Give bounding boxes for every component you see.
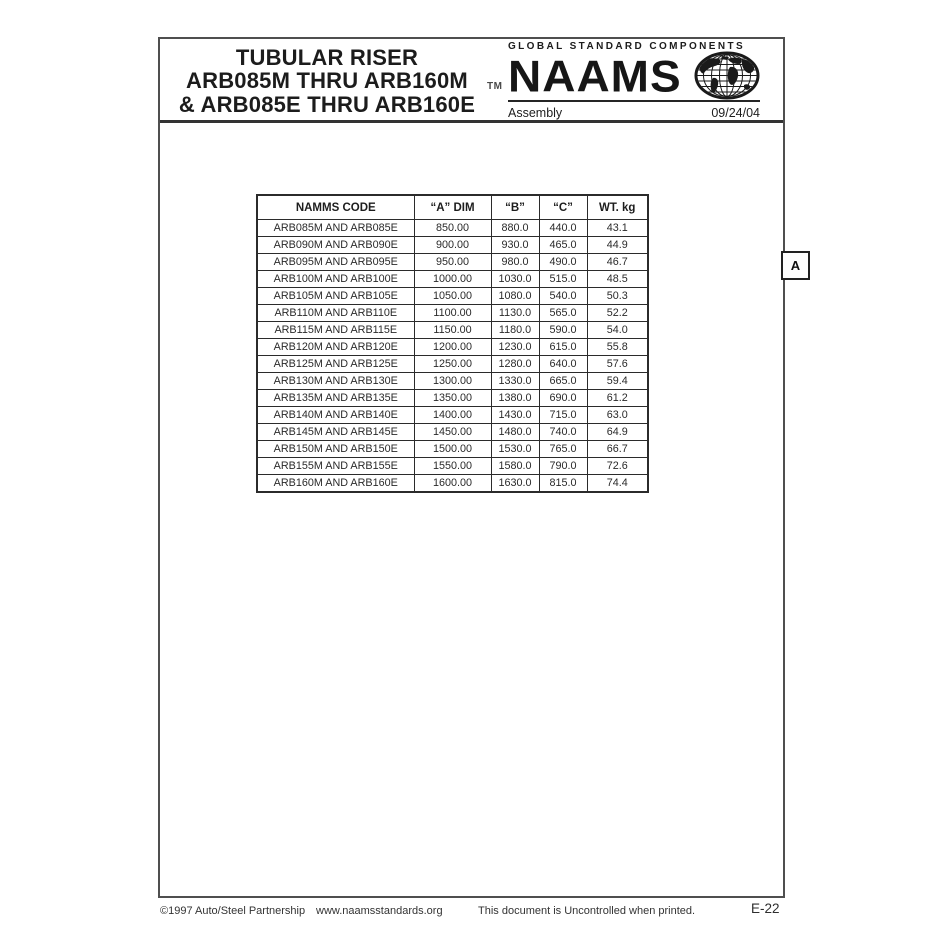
page-number: E-22	[751, 901, 780, 916]
value-cell: 50.3	[587, 288, 648, 305]
value-cell: 1450.00	[414, 424, 491, 441]
table-row	[257, 356, 648, 373]
table-row	[257, 220, 648, 237]
value-cell: 440.0	[539, 220, 587, 237]
header	[160, 39, 783, 123]
revision-date: 09/24/04	[711, 106, 760, 120]
value-cell: 1550.00	[414, 458, 491, 475]
globe-icon	[694, 51, 760, 100]
column-header: NAMMS CODE	[257, 195, 414, 220]
column-header: “A” DIM	[414, 195, 491, 220]
naams-wordmark: NAAMS	[508, 50, 682, 101]
value-cell: 46.7	[587, 254, 648, 271]
value-cell: 690.0	[539, 390, 587, 407]
namms-code-cell: ARB145M AND ARB145E	[257, 424, 414, 441]
value-cell: 1180.0	[491, 322, 539, 339]
table-row	[257, 458, 648, 475]
value-cell: 44.9	[587, 237, 648, 254]
value-cell: 1250.00	[414, 356, 491, 373]
value-cell: 74.4	[587, 475, 648, 493]
value-cell: 765.0	[539, 441, 587, 458]
value-cell: 665.0	[539, 373, 587, 390]
table-row	[257, 322, 648, 339]
value-cell: 61.2	[587, 390, 648, 407]
value-cell: 1350.00	[414, 390, 491, 407]
value-cell: 1500.00	[414, 441, 491, 458]
page-title-line-1: TUBULAR RISER	[235, 45, 419, 70]
value-cell: 1430.0	[491, 407, 539, 424]
document-page	[158, 37, 801, 898]
trademark-mark: TM	[487, 81, 503, 92]
table-row	[257, 254, 648, 271]
value-cell: 815.0	[539, 475, 587, 493]
value-cell: 490.0	[539, 254, 587, 271]
value-cell: 790.0	[539, 458, 587, 475]
value-cell: 66.7	[587, 441, 648, 458]
value-cell: 1280.0	[491, 356, 539, 373]
value-cell: 1580.0	[491, 458, 539, 475]
value-cell: 465.0	[539, 237, 587, 254]
table-row	[257, 475, 648, 493]
value-cell: 540.0	[539, 288, 587, 305]
value-cell: 43.1	[587, 220, 648, 237]
table-row	[257, 237, 648, 254]
value-cell: 1000.00	[414, 271, 491, 288]
value-cell: 1130.0	[491, 305, 539, 322]
table-header-row	[257, 195, 648, 220]
column-header: “C”	[539, 195, 587, 220]
namms-code-cell: ARB120M AND ARB120E	[257, 339, 414, 356]
naams-logo-block	[508, 41, 760, 120]
namms-code-cell: ARB085M AND ARB085E	[257, 220, 414, 237]
value-cell: 1300.00	[414, 373, 491, 390]
value-cell: 740.0	[539, 424, 587, 441]
table-row	[257, 424, 648, 441]
value-cell: 55.8	[587, 339, 648, 356]
title-block	[162, 46, 492, 116]
value-cell: 930.0	[491, 237, 539, 254]
column-header: WT. kg	[587, 195, 648, 220]
namms-code-cell: ARB155M AND ARB155E	[257, 458, 414, 475]
namms-code-cell: ARB130M AND ARB130E	[257, 373, 414, 390]
value-cell: 900.00	[414, 237, 491, 254]
namms-code-cell: ARB110M AND ARB110E	[257, 305, 414, 322]
value-cell: 980.0	[491, 254, 539, 271]
value-cell: 1030.0	[491, 271, 539, 288]
value-cell: 1530.0	[491, 441, 539, 458]
value-cell: 1150.00	[414, 322, 491, 339]
table-row	[257, 305, 648, 322]
table-body	[257, 220, 648, 493]
value-cell: 950.00	[414, 254, 491, 271]
namms-code-cell: ARB125M AND ARB125E	[257, 356, 414, 373]
namms-code-cell: ARB140M AND ARB140E	[257, 407, 414, 424]
value-cell: 57.6	[587, 356, 648, 373]
column-header: “B”	[491, 195, 539, 220]
page-title-line-2: ARB085M THRU ARB160M	[186, 68, 468, 94]
value-cell: 52.2	[587, 305, 648, 322]
namms-code-cell: ARB105M AND ARB105E	[257, 288, 414, 305]
value-cell: 590.0	[539, 322, 587, 339]
value-cell: 1400.00	[414, 407, 491, 424]
table-row	[257, 288, 648, 305]
value-cell: 850.00	[414, 220, 491, 237]
logo-brand-row	[508, 52, 760, 99]
category-label: Assembly	[508, 106, 563, 120]
value-cell: 715.0	[539, 407, 587, 424]
value-cell: 1600.00	[414, 475, 491, 493]
value-cell: 1630.0	[491, 475, 539, 493]
value-cell: 1050.00	[414, 288, 491, 305]
value-cell: 54.0	[587, 322, 648, 339]
namms-code-cell: ARB135M AND ARB135E	[257, 390, 414, 407]
table-row	[257, 271, 648, 288]
logo-sub-row	[508, 102, 760, 120]
value-cell: 1230.0	[491, 339, 539, 356]
value-cell: 1330.0	[491, 373, 539, 390]
value-cell: 59.4	[587, 373, 648, 390]
namms-code-cell: ARB100M AND ARB100E	[257, 271, 414, 288]
page-title-line-3: & ARB085E THRU ARB160E	[178, 91, 476, 117]
section-marker-a: A	[781, 251, 810, 280]
table-row	[257, 407, 648, 424]
table-row	[257, 373, 648, 390]
namms-code-cell: ARB150M AND ARB150E	[257, 441, 414, 458]
value-cell: 880.0	[491, 220, 539, 237]
value-cell: 565.0	[539, 305, 587, 322]
value-cell: 72.6	[587, 458, 648, 475]
copyright-text: ©1997 Auto/Steel Partnership	[160, 905, 306, 917]
value-cell: 1200.00	[414, 339, 491, 356]
namms-code-cell: ARB095M AND ARB095E	[257, 254, 414, 271]
table-row	[257, 441, 648, 458]
value-cell: 1380.0	[491, 390, 539, 407]
value-cell: 515.0	[539, 271, 587, 288]
namms-code-cell: ARB160M AND ARB160E	[257, 475, 414, 493]
value-cell: 1100.00	[414, 305, 491, 322]
uncontrolled-notice: This document is Uncontrolled when printed.	[478, 905, 696, 917]
namms-code-cell: ARB115M AND ARB115E	[257, 322, 414, 339]
spec-table	[256, 194, 649, 493]
namms-code-cell: ARB090M AND ARB090E	[257, 237, 414, 254]
logo-tagline: GLOBAL STANDARD COMPONENTS	[508, 41, 746, 52]
table-row	[257, 339, 648, 356]
value-cell: 63.0	[587, 407, 648, 424]
table-row	[257, 390, 648, 407]
value-cell: 1080.0	[491, 288, 539, 305]
value-cell: 640.0	[539, 356, 587, 373]
website-text: www.naamsstandards.org	[316, 905, 443, 917]
value-cell: 615.0	[539, 339, 587, 356]
value-cell: 48.5	[587, 271, 648, 288]
value-cell: 64.9	[587, 424, 648, 441]
value-cell: 1480.0	[491, 424, 539, 441]
